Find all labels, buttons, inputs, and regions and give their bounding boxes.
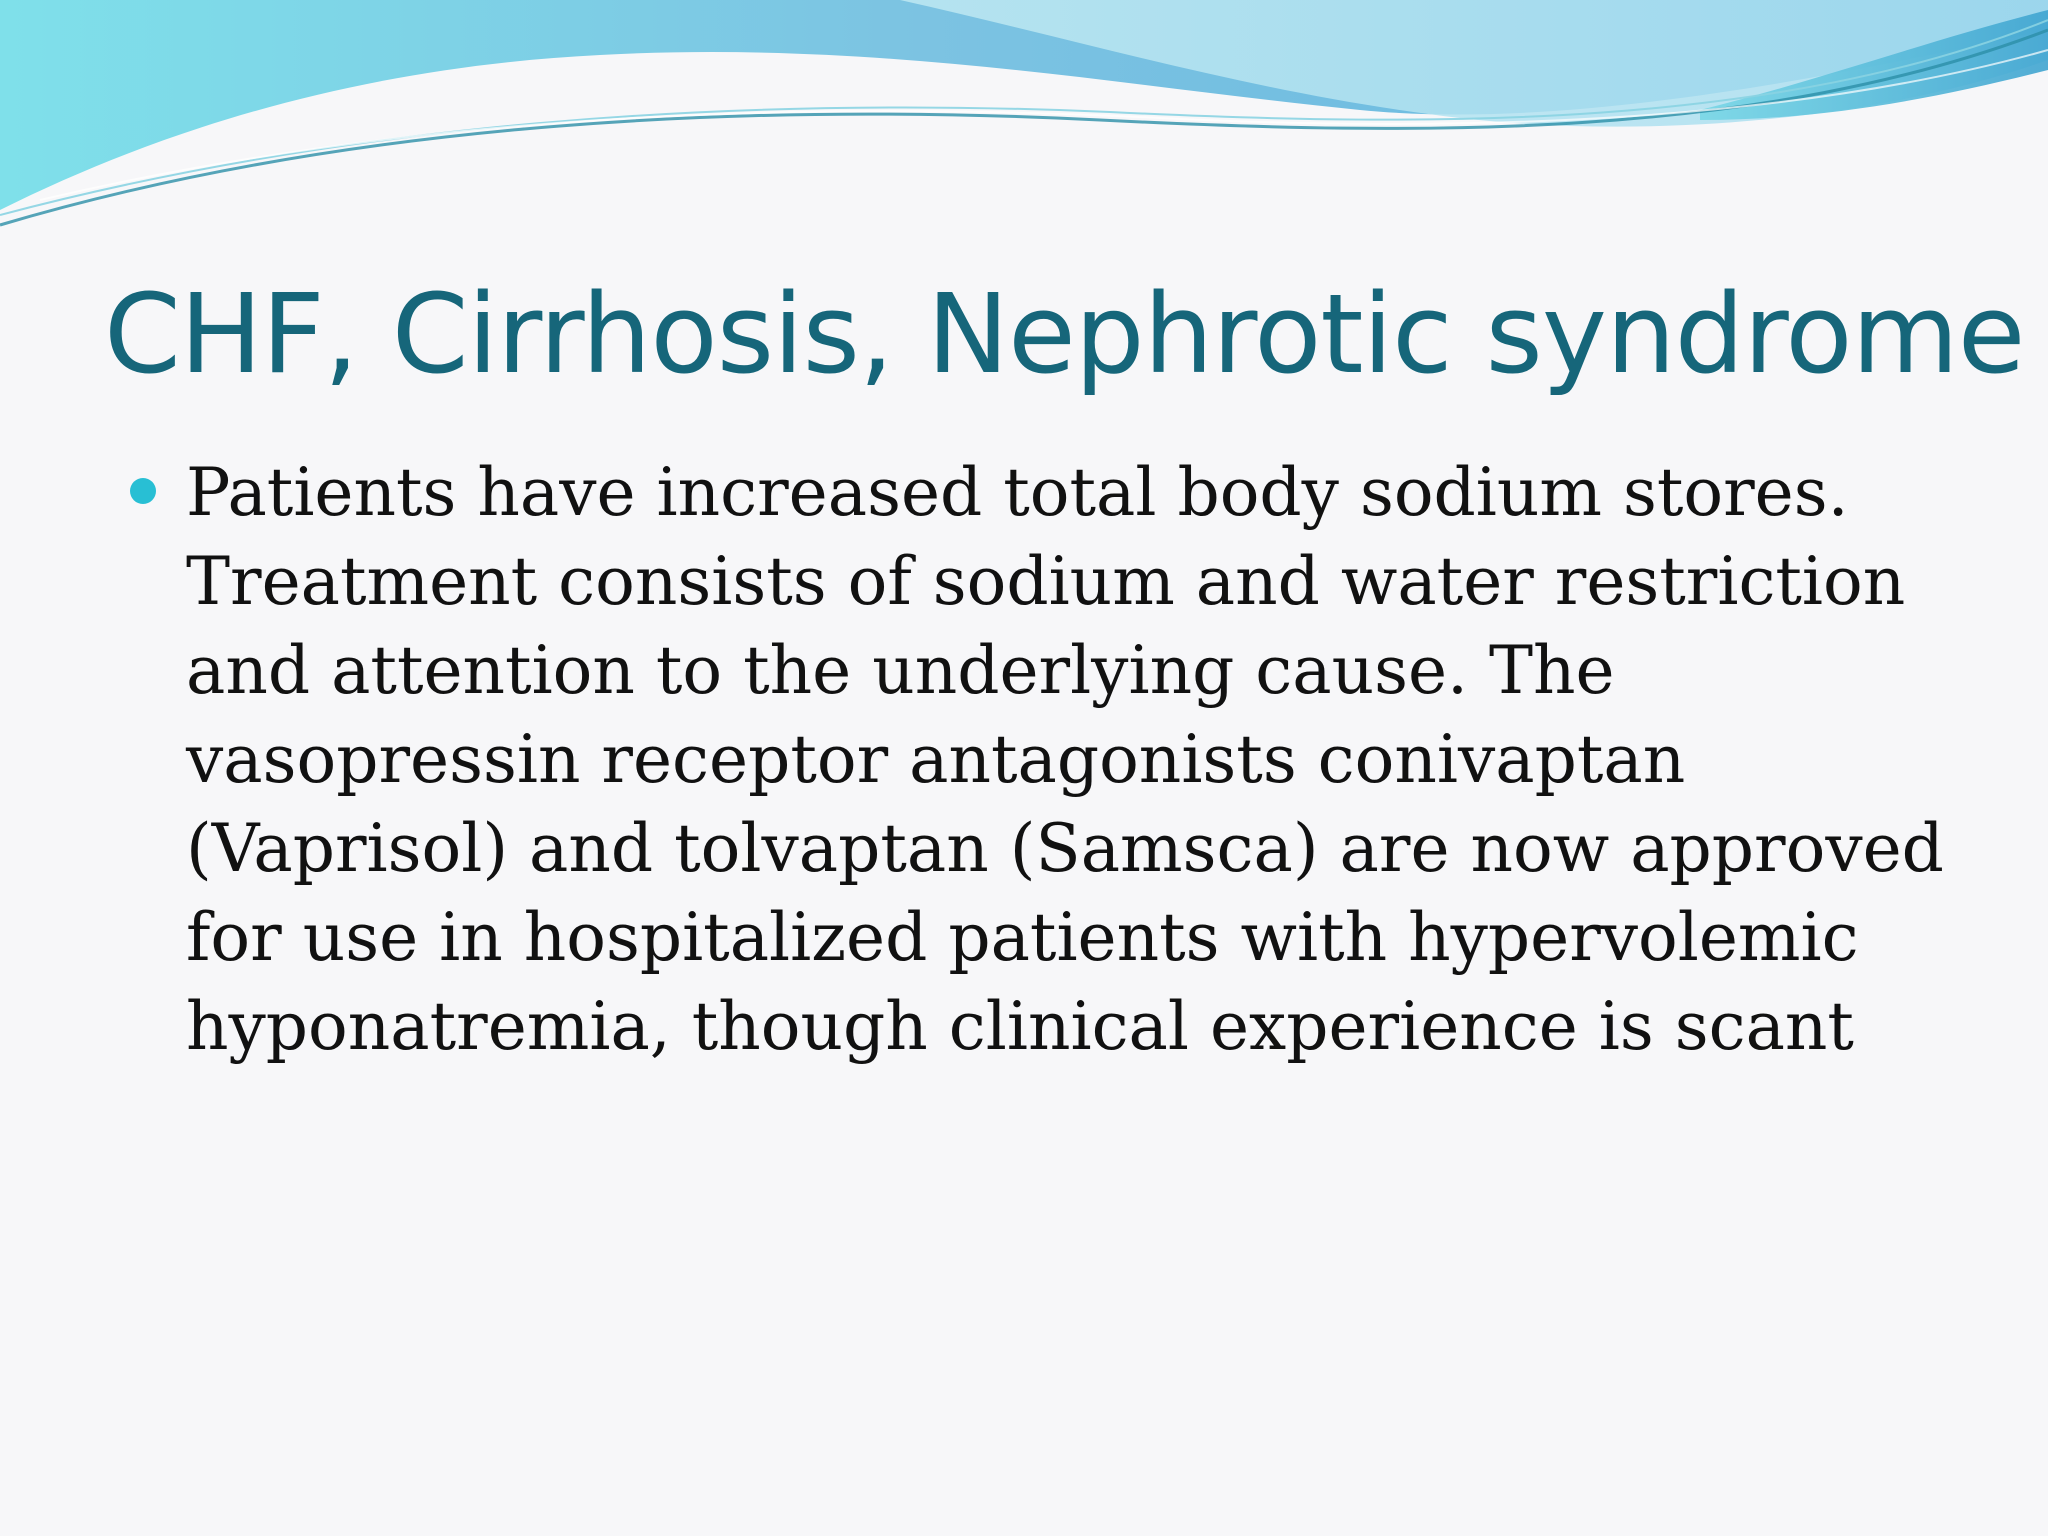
- header-wave-decoration: [0, 0, 2048, 240]
- bullet-dot-icon: [130, 478, 156, 504]
- bullet-text: Patients have increased total body sodium stores. Treatment consists of sodium and water restriction and attention to the underlying cause. The vasopressin receptor antagonists conivaptan (Vaprisol) and tolvaptan (Samsca) are now approved for use in hospitalized patients with hypervolemic hyponatremia, though clinical experience is scant: [186, 454, 1944, 1065]
- bullet-list: [130, 448, 1944, 1071]
- bullet-item: [130, 448, 1944, 1071]
- slide-title: CHF, Cirrhosis, Nephrotic syndrome: [104, 270, 2025, 398]
